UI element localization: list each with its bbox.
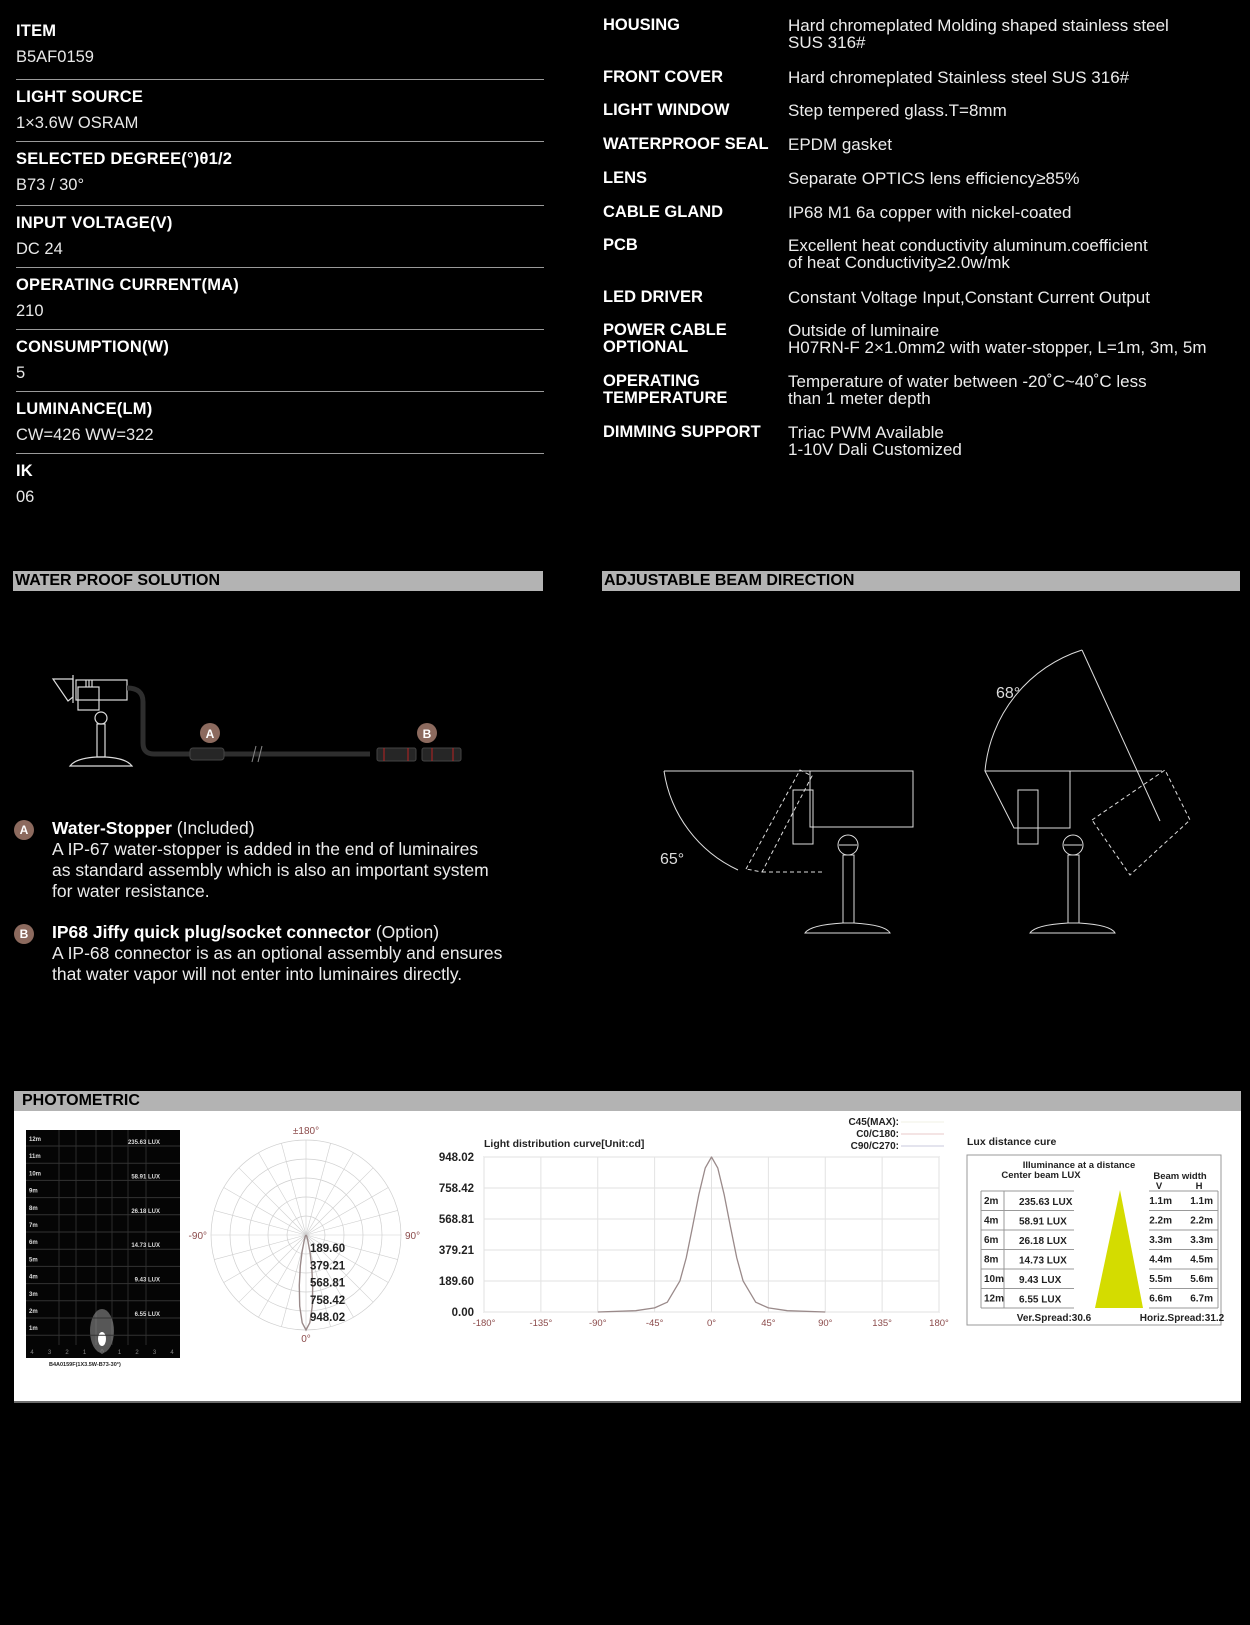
note-line: A IP-67 water-stopper is added in the end of luminaires: [52, 839, 479, 859]
isolux-x-tick: 4: [170, 1350, 174, 1356]
spec-value-line: Hard chromeplated Molding shaped stainless steel: [788, 16, 1169, 35]
spec-block: [16, 80, 544, 142]
waterproof-note: [14, 818, 554, 902]
lux-row-value: 26.18 LUX: [1019, 1236, 1067, 1247]
lux-row-h: 6.7m: [1190, 1293, 1213, 1305]
lux-distance-table: [967, 1136, 1225, 1325]
y-tick-label: 379.21: [438, 1244, 474, 1257]
spec-key: [603, 102, 788, 119]
lux-row-v: 2.2m: [1149, 1215, 1172, 1227]
spec-row: [603, 204, 1243, 221]
note-heading: [52, 922, 502, 943]
spec-value-line: 1-10V Dali Customized: [788, 440, 962, 459]
spec-value: [788, 17, 1243, 51]
spec-value: [788, 102, 1243, 119]
spec-block: [16, 454, 544, 514]
polar-top-label: ±180°: [292, 1126, 320, 1137]
lux-row-v: 3.3m: [1149, 1235, 1172, 1246]
note-text: [52, 922, 502, 985]
x-tick-label: 135°: [872, 1318, 892, 1329]
beam-direction-diagram: [650, 640, 1230, 940]
spec-value: CW=426 WW=322: [16, 426, 154, 444]
note-line: that water vapor will not enter into luminaires directly.: [52, 964, 463, 984]
spec-key-line: TEMPERATURE: [603, 389, 728, 407]
spec-key: [603, 17, 788, 34]
polar-spoke: [306, 1188, 388, 1236]
marker-b-label: B: [422, 727, 432, 741]
distance-label: 3m: [29, 1291, 38, 1298]
spec-value: [788, 289, 1243, 306]
lux-label: 58.91 LUX: [131, 1174, 160, 1181]
section-adjustable-beam: ADJUSTABLE BEAM DIRECTION: [602, 571, 1240, 591]
polar-ring-label: 189.60: [310, 1243, 346, 1255]
section-water-proof: WATER PROOF SOLUTION: [13, 571, 543, 591]
col-h: H: [1195, 1181, 1203, 1192]
photometric-graphics: [14, 1111, 1241, 1403]
section-photometric: PHOTOMETRIC: [14, 1091, 1241, 1111]
spec-label: ITEM: [16, 22, 57, 40]
lux-row-value: 58.91 LUX: [1019, 1216, 1067, 1228]
spec-key: [603, 322, 788, 356]
polar-spoke: [306, 1143, 331, 1235]
spec-value-line: Temperature of water between -20˚C~40˚C less: [788, 372, 1147, 391]
marker-a-label: A: [205, 727, 215, 741]
lux-label: 26.18 LUX: [131, 1208, 160, 1215]
distance-label: 6m: [29, 1240, 38, 1247]
spec-value-line: Outside of luminaire: [788, 321, 940, 340]
spec-key-line: POWER CABLE: [603, 321, 727, 339]
isolux-x-tick: 2: [65, 1350, 69, 1356]
polar-spoke: [259, 1153, 307, 1235]
light-spot-core: [98, 1332, 106, 1346]
spec-row: [603, 69, 1243, 86]
spec-row: [603, 237, 1243, 271]
distance-label: 9m: [29, 1188, 38, 1195]
note-tag: (Option): [370, 922, 440, 942]
isolux-x-tick: 3: [152, 1350, 157, 1356]
spec-key-line: HOUSING: [603, 16, 681, 34]
note-badge: B: [14, 924, 34, 944]
spec-label: LUMINANCE(LM): [16, 400, 153, 418]
lux-row-distance: 10m: [984, 1274, 1005, 1285]
note-badge: A: [14, 820, 34, 840]
spec-value: [788, 424, 1243, 458]
legend-label: C0/C180:: [856, 1129, 899, 1140]
spec-block: [16, 392, 544, 454]
polar-spoke: [239, 1168, 306, 1235]
water-stopper: [190, 748, 224, 760]
lux-row-distance: 4m: [984, 1215, 999, 1227]
spec-label: SELECTED DEGREE(°)θ1/2: [16, 150, 233, 168]
ip68-connector: [377, 748, 461, 761]
polar-spoke: [214, 1210, 306, 1235]
spec-row: [603, 136, 1243, 153]
y-tick-label: 948.02: [438, 1152, 474, 1164]
spec-key-line: LIGHT WINDOW: [603, 101, 730, 119]
lux-row-v: 5.5m: [1149, 1274, 1172, 1285]
spec-row: [603, 102, 1243, 119]
lux-row-value: 14.73 LUX: [1019, 1255, 1067, 1267]
lux-row-distance: 6m: [984, 1235, 999, 1246]
x-tick-label: 45°: [761, 1318, 776, 1329]
spec-value-line: Triac PWM Available: [788, 423, 944, 442]
lux-table-title: Lux distance cure: [967, 1136, 1057, 1148]
spec-block: [16, 14, 544, 80]
lux-row-value: 6.55 LUX: [1019, 1294, 1062, 1306]
col-center-beam: Center beam LUX: [1001, 1170, 1081, 1181]
spec-key-line: LED DRIVER: [603, 288, 703, 306]
spec-value: [788, 204, 1243, 221]
legend-label: C45(MAX):: [848, 1117, 899, 1128]
spec-key: [603, 204, 788, 221]
spec-key: [603, 170, 788, 187]
note-title: Water-Stopper: [52, 818, 172, 838]
lux-row-h: 1.1m: [1190, 1196, 1213, 1207]
polar-spoke: [306, 1153, 354, 1235]
isolux-x-tick: 4: [30, 1350, 34, 1356]
polar-spoke: [306, 1168, 373, 1235]
lux-row-h: 5.6m: [1190, 1274, 1213, 1285]
note-line: for water resistance.: [52, 881, 210, 901]
polar-spoke: [281, 1143, 306, 1235]
col-beam-width: Beam width: [1153, 1171, 1207, 1182]
x-tick-label: -45°: [645, 1318, 664, 1329]
spec-value: [788, 322, 1243, 356]
isolux-x-tick: 2: [135, 1350, 139, 1356]
waterproof-diagram: [40, 640, 520, 780]
spec-value: B73 / 30°: [16, 176, 85, 194]
spec-key-line: OPTIONAL: [603, 338, 689, 356]
spec-value-line: IP68 M1 6a copper with nickel-coated: [788, 203, 1072, 222]
lux-label: 14.73 LUX: [131, 1243, 160, 1250]
polar-ring-label: 568.81: [310, 1277, 346, 1290]
y-tick-label: 758.42: [438, 1182, 474, 1195]
distance-label: 5m: [29, 1257, 38, 1264]
spec-value-line: Constant Voltage Input,Constant Current Output: [788, 288, 1150, 307]
polar-ring-label: 758.42: [310, 1294, 346, 1307]
spec-value-line: Separate OPTICS lens efficiency≥85%: [788, 169, 1080, 188]
isolux-x-tick: 1: [117, 1350, 122, 1356]
spec-value-line: SUS 316#: [788, 33, 866, 52]
lux-row-value: 235.63 LUX: [1019, 1197, 1073, 1208]
isolux-caption: B4A0159F(1X3.5W-B73-30°): [49, 1362, 121, 1368]
cable: [127, 688, 370, 754]
lux-row-distance: 2m: [984, 1196, 999, 1207]
polar-diagram: [189, 1126, 421, 1345]
spec-value: 5: [16, 364, 26, 382]
spec-key: [603, 424, 788, 441]
y-tick-label: 189.60: [438, 1276, 474, 1289]
lux-row-distance: 12m: [984, 1293, 1005, 1305]
spec-value-line: H07RN-F 2×1.0mm2 with water-stopper, L=1m, 3m, 5m: [788, 338, 1207, 357]
lux-row-v: 4.4m: [1149, 1254, 1172, 1266]
light-spot: [90, 1309, 114, 1353]
spec-value: [788, 373, 1243, 407]
spec-value-line: Excellent heat conductivity aluminum.coefficient: [788, 236, 1148, 255]
polar-bottom-label: 0°: [301, 1334, 311, 1345]
spec-value-line: EPDM gasket: [788, 135, 892, 154]
note-line: as standard assembly which is also an important system: [52, 860, 489, 880]
isolux-x-tick: 0: [100, 1350, 104, 1356]
polar-spoke: [224, 1235, 306, 1283]
isolux-x-tick: 3: [47, 1350, 52, 1356]
x-tick-label: -180°: [472, 1318, 496, 1329]
lux-label: 9.43 LUX: [134, 1277, 160, 1284]
spec-row: [603, 170, 1243, 187]
note-title: IP68 Jiffy quick plug/socket connector: [52, 922, 371, 942]
distance-label: 2m: [29, 1309, 38, 1315]
lux-label: 235.63 LUX: [127, 1140, 160, 1146]
spec-value: 210: [16, 302, 44, 320]
polar-ring-label: 379.21: [310, 1260, 346, 1273]
spec-value: [788, 69, 1243, 86]
spec-value: B5AF0159: [16, 48, 94, 66]
spec-block: [16, 330, 544, 392]
lux-row-v: 6.6m: [1149, 1293, 1172, 1305]
polar-left-label: -90°: [188, 1231, 207, 1242]
waterproof-note: [14, 922, 554, 985]
lux-row-h: 4.5m: [1190, 1254, 1213, 1266]
chart-title: Light distribution curve[Unit:cd]: [484, 1138, 645, 1150]
light-distribution-chart: [439, 1117, 949, 1329]
spec-key: [603, 136, 788, 153]
legend-label: C90/C270:: [850, 1141, 899, 1152]
spec-key: [603, 237, 788, 254]
lux-label: 6.55 LUX: [134, 1312, 160, 1318]
polar-spoke: [239, 1235, 306, 1302]
photometric-panel: [14, 1111, 1241, 1403]
distance-label: 1m: [29, 1326, 38, 1333]
spec-key-line: OPERATING: [603, 372, 700, 390]
spec-value: [788, 170, 1243, 187]
x-tick-label: -90°: [588, 1318, 607, 1329]
note-tag: (Included): [171, 818, 255, 838]
spec-block: [16, 268, 544, 330]
spec-value: DC 24: [16, 240, 63, 258]
lux-row-distance: 8m: [984, 1254, 999, 1266]
spec-label: CONSUMPTION(W): [16, 338, 170, 356]
spec-key: [603, 69, 788, 86]
spec-block: [16, 142, 544, 206]
spec-label: INPUT VOLTAGE(V): [16, 214, 173, 232]
distance-label: 7m: [29, 1223, 38, 1229]
x-tick-label: 0°: [706, 1318, 717, 1329]
lux-row-v: 1.1m: [1149, 1196, 1172, 1207]
x-tick-label: 180°: [929, 1318, 949, 1329]
spec-value: [788, 136, 1243, 153]
spec-value: 1×3.6W OSRAM: [16, 114, 139, 132]
luminaire-drawing: [53, 675, 132, 766]
distance-label: 8m: [29, 1205, 38, 1212]
spec-key: [603, 373, 788, 407]
spec-key-line: PCB: [603, 236, 638, 254]
spec-row: [603, 17, 1243, 51]
spec-row: [603, 424, 1243, 458]
note-heading: [52, 818, 489, 839]
y-tick-label: 0.00: [451, 1307, 474, 1319]
spec-label: IK: [16, 462, 33, 480]
lux-row-value: 9.43 LUX: [1019, 1275, 1062, 1286]
distance-label: 12m: [29, 1137, 42, 1143]
polar-right-label: 90°: [405, 1231, 421, 1242]
polar-spoke: [224, 1188, 306, 1236]
col-v: V: [1155, 1181, 1163, 1192]
spec-value-line: Hard chromeplated Stainless steel SUS 316#: [788, 68, 1130, 87]
angle-down-label: 65°: [660, 851, 685, 868]
note-text: [52, 818, 489, 902]
spec-key-line: FRONT COVER: [603, 68, 724, 86]
polar-ring-label: 948.02: [310, 1312, 346, 1325]
left-spec-list: [16, 14, 544, 514]
spec-value: 06: [16, 488, 35, 506]
lux-table-heading: Illuminance at a distance: [1022, 1160, 1136, 1171]
distance-label: 10m: [29, 1171, 42, 1178]
spec-value: [788, 237, 1243, 271]
x-tick-label: 90°: [818, 1318, 833, 1329]
y-tick-label: 568.81: [438, 1214, 474, 1227]
lux-row-h: 2.2m: [1190, 1215, 1213, 1227]
polar-spoke: [214, 1235, 306, 1260]
note-line: A IP-68 connector is as an optional assembly and ensures: [52, 943, 503, 963]
spec-value-line: than 1 meter depth: [788, 389, 931, 408]
spec-block: [16, 206, 544, 268]
spec-label: LIGHT SOURCE: [16, 88, 144, 106]
polar-spoke: [259, 1235, 307, 1317]
polar-spoke: [306, 1210, 398, 1235]
angle-up-label: 68°: [996, 685, 1021, 702]
luminaire-tilt-down: [664, 770, 913, 933]
lux-row-h: 3.3m: [1190, 1235, 1213, 1246]
isolux-diagram: [26, 1130, 180, 1369]
spec-row: [603, 373, 1243, 407]
spec-value-line: Step tempered glass.T=8mm: [788, 101, 1007, 120]
horiz-spread: Horiz.Spread:31.2: [1139, 1313, 1225, 1324]
spec-row: [603, 322, 1243, 356]
spec-label: OPERATING CURRENT(MA): [16, 276, 239, 294]
spec-key-line: WATERPROOF SEAL: [603, 135, 769, 153]
x-tick-label: -135°: [529, 1318, 553, 1329]
ver-spread: Ver.Spread:30.6: [1016, 1313, 1092, 1324]
spec-key-line: CABLE GLAND: [603, 203, 724, 221]
spec-row: [603, 289, 1243, 306]
spec-key: [603, 289, 788, 306]
isolux-x-tick: 1: [82, 1350, 87, 1356]
spec-value-line: of heat Conductivity≥2.0w/mk: [788, 253, 1010, 272]
distance-label: 4m: [29, 1274, 38, 1281]
spec-key-line: LENS: [603, 169, 648, 187]
spec-key-line: DIMMING SUPPORT: [603, 423, 761, 441]
distance-label: 11m: [29, 1154, 41, 1161]
waterproof-notes: [14, 818, 554, 1005]
